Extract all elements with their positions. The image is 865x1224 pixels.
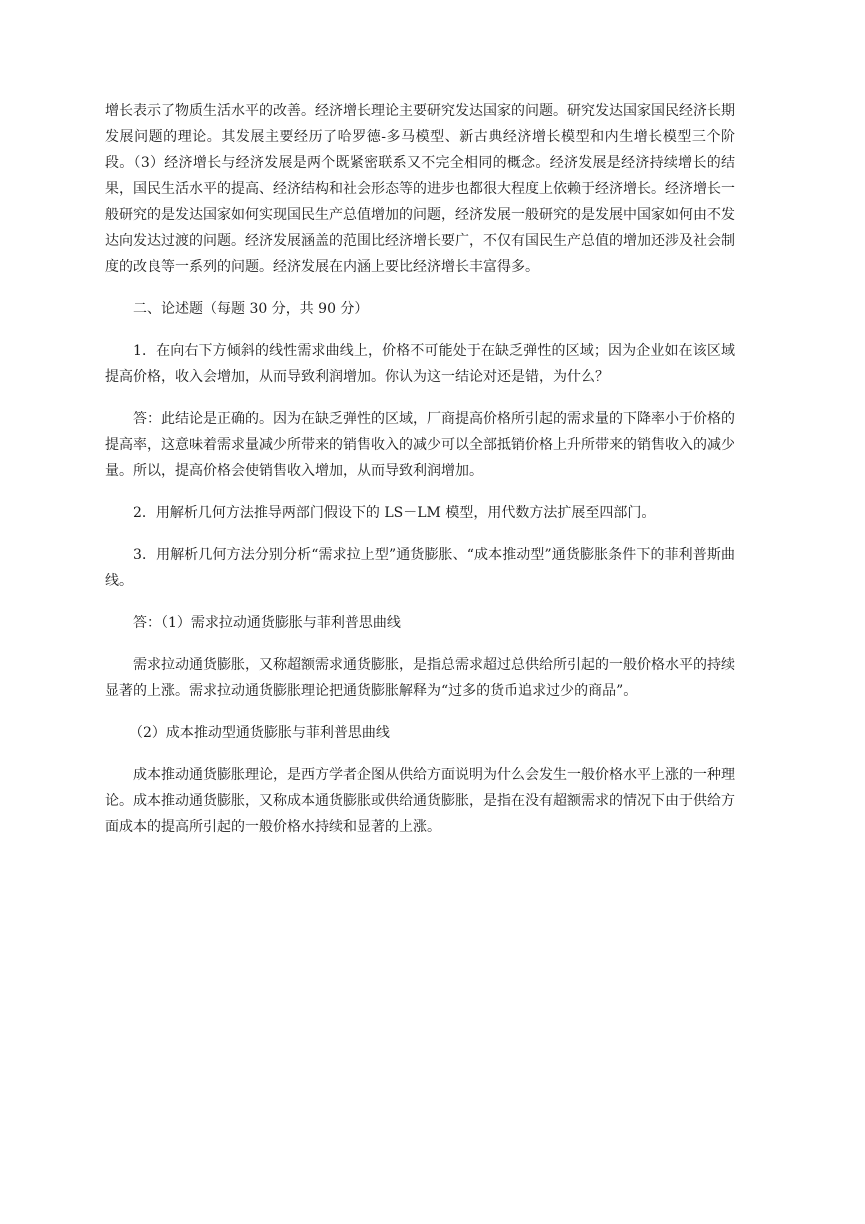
paragraph-economic-growth-continued: 增长表示了物质生活水平的改善。经济增长理论主要研究发达国家的问题。研究发达国家国民经济长期发展问题的理论。其发展主要经历了哈罗德-多马模型、新古典经济增长模型和内生增长模型三个阶段。（3）经济增长与经济发展是两个既紧密联系又不完全相同的概念。经济发展是经济持续增长的结果，国民生活水平的提高、经济结构和社会形态等的进步也都很大程度上依赖于经济增长。经济增长一般研究的是发达国家如何实现国民生产总值增加的问题，经济发展一般研究的是发展中国家如何由不发达向发达过渡的问题。经济发展涵盖的范围比经济增长要广，不仅有国民生产总值的增加还涉及社会制度的改良等一系列的问题。经济发展在内涵上要比经济增长丰富得多。 [105,103,735,275]
answer-3-demand-pull-text: 需求拉动通货膨胀，又称超额需求通货膨胀，是指总需求超过总供给所引起的一般价格水平的持续显著的上涨。需求拉动通货膨胀理论把通货膨胀解释为“过多的货币追求过少的商品”。 [105,657,735,699]
answer-3-heading-demand-pull: 答：（1）需求拉动通货膨胀与菲利普思曲线 [133,615,401,631]
answer-3-cost-push-text: 成本推动通货膨胀理论，是西方学者企图从供给方面说明为什么会发生一般价格水平上涨的一种理论。成本推动通货膨胀，又称成本通货膨胀或供给通货膨胀，是指在没有超额需求的情况下由于供给方面成本的提高所引起的一般价格水持续和显著的上涨。 [105,767,735,835]
question-3: 3．用解析几何方法分别分析“需求拉上型”通货膨胀、“成本推动型”通货膨胀条件下的菲利普斯曲线。 [105,547,735,589]
document-body [105,98,735,856]
answer-3-heading-cost-push: （2）成本推动型通货膨胀与菲利普思曲线 [129,725,390,741]
answer-1: 答：此结论是正确的。因为在缺乏弹性的区域，厂商提高价格所引起的需求量的下降率小于价格的提高率，这意味着需求量减少所带来的销售收入的减少可以全部抵销价格上升所带来的销售收入的减少量。所以，提高价格会使销售收入增加，从而导致利润增加。 [105,411,735,479]
question-1: 1．在向右下方倾斜的线性需求曲线上，价格不可能处于在缺乏弹性的区域；因为企业如在该区域提高价格，收入会增加，从而导致利润增加。你认为这一结论对还是错，为什么？ [105,343,735,385]
question-2: 2．用解析几何方法推导两部门假设下的 LS－LM 模型，用代数方法扩展至四部门。 [133,505,656,521]
section-heading-essay-questions: 二、论述题（每题 30 分，共 90 分） [133,301,369,317]
